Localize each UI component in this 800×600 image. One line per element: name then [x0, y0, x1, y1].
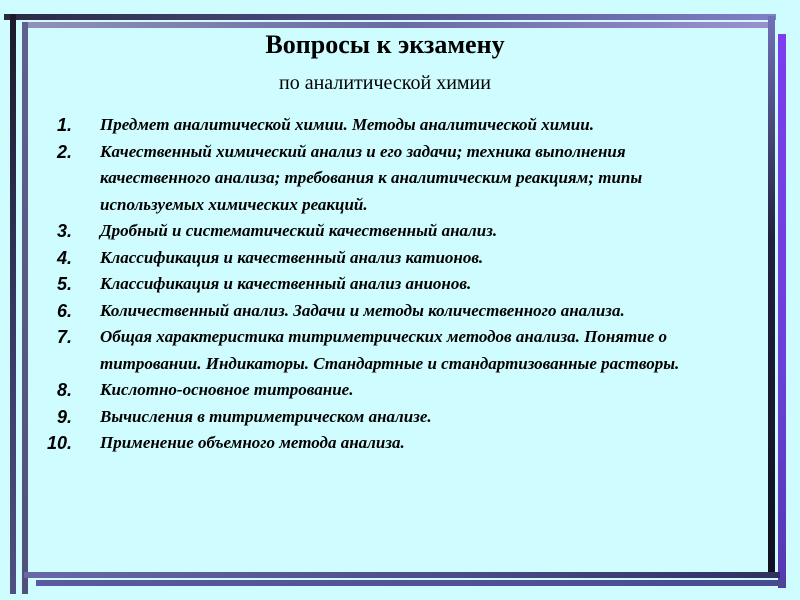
slide-subtitle: по аналитической химии — [279, 72, 491, 94]
question-number: 9. — [56, 406, 72, 427]
question-text: Применение объемного метода анализа. — [100, 433, 405, 452]
question-item-3 — [40, 218, 740, 245]
frame-right-inner-bar — [778, 34, 786, 588]
question-item-10 — [40, 430, 740, 457]
question-number: 6. — [56, 300, 72, 321]
question-text: Кислотно-основное титрование. — [100, 380, 354, 399]
question-text: Классификация и качественный анализ анионов. — [100, 274, 472, 293]
question-item-7 — [40, 324, 740, 377]
slide-title: Вопросы к экзамену — [265, 30, 505, 59]
question-number: 3. — [56, 221, 72, 241]
question-text: Общая характеристика титриметрических методов анализа. Понятие о титровании. Индикаторы. Стандартные и стандартизованные растворы. — [100, 327, 680, 373]
question-text: Классификация и качественный анализ катионов. — [100, 247, 484, 267]
question-item-1 — [40, 112, 740, 139]
question-text: Дробный и систематический качественный анализ. — [100, 221, 498, 240]
question-number: 4. — [56, 247, 72, 268]
question-list — [40, 112, 740, 457]
question-number: 8. — [56, 380, 72, 400]
question-text: Вычисления в титриметрическом анализе. — [100, 406, 432, 426]
frame-bottom-outer-bar — [24, 572, 780, 578]
question-number: 2. — [56, 141, 72, 162]
question-item-2 — [40, 139, 740, 219]
question-number: 7. — [56, 327, 72, 347]
question-item-9 — [40, 404, 740, 431]
frame-left-inner-bar — [22, 22, 28, 594]
question-item-4 — [40, 245, 740, 272]
frame-top-outer-bar — [4, 14, 776, 20]
frame-top-inner-bar — [28, 22, 768, 28]
question-text: Качественный химический анализ и его задачи; техника выполнения качественного анализа; требования к аналитическим реакциям; типы используемых химических реакций. — [100, 141, 643, 214]
frame-right-outer-bar — [768, 16, 775, 572]
question-item-5 — [40, 271, 740, 298]
question-number: 10. — [46, 433, 72, 453]
question-number: 5. — [56, 274, 72, 294]
question-item-6 — [40, 298, 740, 325]
question-number: 1. — [56, 115, 72, 135]
question-text: Количественный анализ. Задачи и методы количественного анализа. — [100, 300, 625, 320]
frame-left-outer-bar — [10, 14, 16, 594]
frame-bottom-inner-bar — [36, 580, 786, 586]
question-item-8 — [40, 377, 740, 404]
question-text: Предмет аналитической химии. Методы аналитической химии. — [100, 115, 594, 134]
